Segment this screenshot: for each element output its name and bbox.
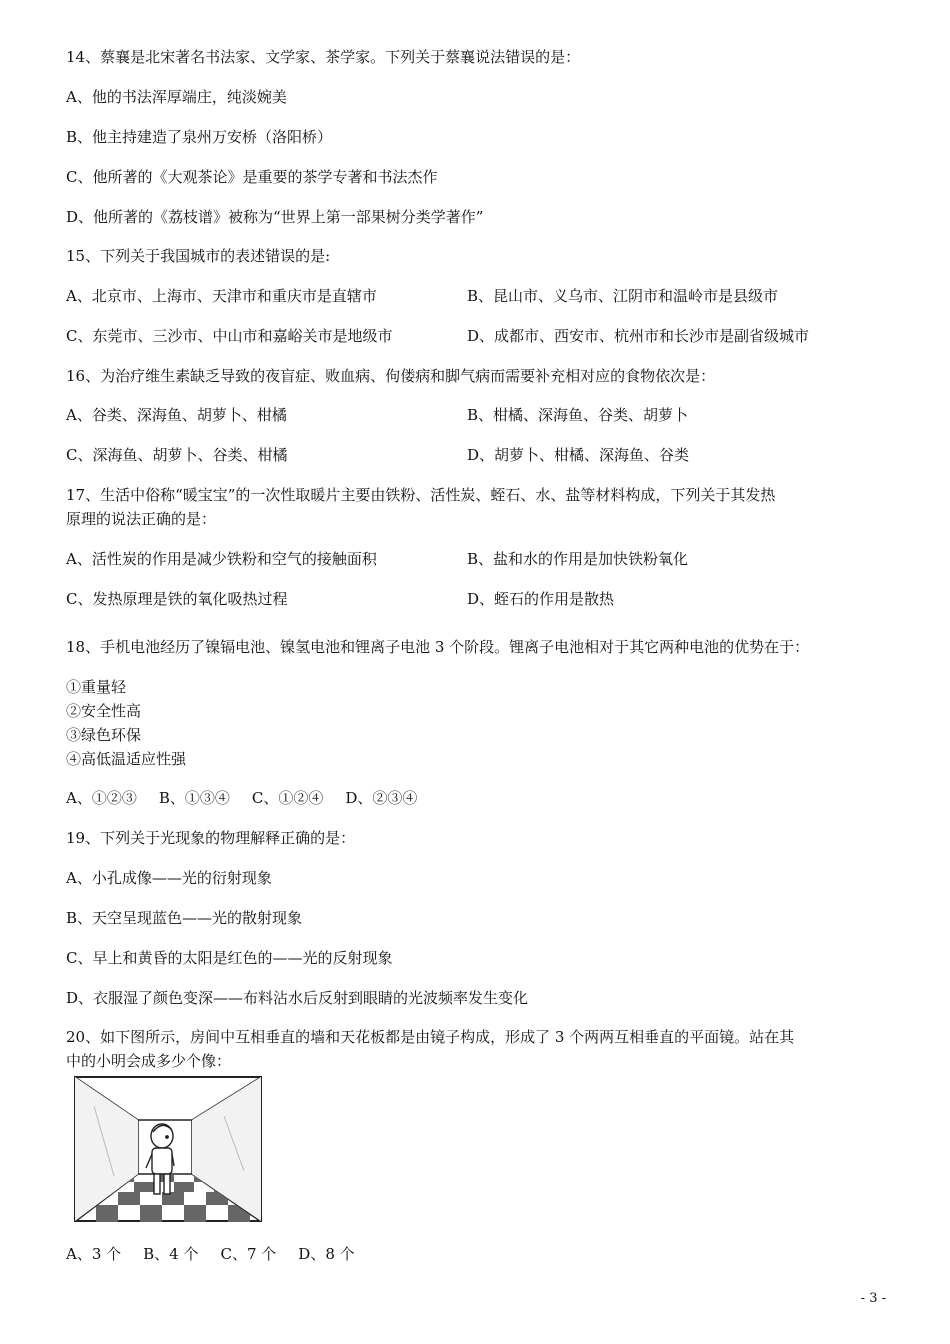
- q16-option-b: B、柑橘、深海鱼、谷类、胡萝卜: [467, 406, 689, 424]
- q16-stem: 16、为治疗维生素缺乏导致的夜盲症、败血病、佝偻病和脚气病而需要补充相对应的食物依次是：: [66, 367, 716, 385]
- q17-option-c: C、发热原理是铁的氧化吸热过程: [66, 590, 288, 608]
- q18-option-c: C、①②④: [251, 789, 324, 807]
- q14-option-b: B、他主持建造了泉州万安桥（洛阳桥）: [66, 128, 333, 146]
- q18-item-1: ①重量轻: [66, 678, 127, 696]
- q20-option-a: A、3 个: [66, 1245, 122, 1263]
- q14-option-d: D、他所著的《荔枝谱》被称为“世界上第一部果树分类学著作”: [66, 208, 484, 226]
- q16-option-a: A、谷类、深海鱼、胡萝卜、柑橘: [66, 406, 287, 424]
- q14-option-c: C、他所著的《大观茶论》是重要的茶学专著和书法杰作: [66, 168, 438, 186]
- q14-option-a: A、他的书法浑厚端庄，纯淡婉美: [66, 88, 287, 106]
- q18-option-d: D、②③④: [345, 789, 418, 807]
- q17-option-b: B、盐和水的作用是加快铁粉氧化: [467, 550, 689, 568]
- q20-option-b: B、4 个: [143, 1245, 199, 1263]
- q15-option-a: A、北京市、上海市、天津市和重庆市是直辖市: [66, 287, 377, 305]
- q18-option-b: B、①③④: [158, 789, 230, 807]
- q18-option-a: A、①②③: [66, 789, 137, 807]
- q16-option-d: D、胡萝卜、柑橘、深海鱼、谷类: [467, 446, 690, 464]
- q15-stem: 15、下列关于我国城市的表述错误的是:: [66, 247, 331, 265]
- q18-options: [66, 788, 417, 808]
- page-number: - 3 -: [860, 1291, 886, 1306]
- q19-option-d: D、衣服湿了颜色变深——布料沾水后反射到眼睛的光波频率发生变化: [66, 989, 529, 1007]
- q18-item-2: ②安全性高: [66, 702, 142, 720]
- mirror-room-illustration: [74, 1076, 262, 1222]
- q20-options: [66, 1244, 355, 1264]
- q16-option-c: C、深海鱼、胡萝卜、谷类、柑橘: [66, 446, 288, 464]
- q20-option-c: C、7 个: [220, 1245, 277, 1263]
- q18-item-4: ④高低温适应性强: [66, 750, 187, 768]
- q17-option-a: A、活性炭的作用是减少铁粉和空气的接触面积: [66, 550, 377, 568]
- q20-option-d: D、8 个: [298, 1245, 355, 1263]
- q19-option-a: A、小孔成像——光的衍射现象: [66, 869, 272, 887]
- q15-option-c: C、东莞市、三沙市、中山市和嘉峪关市是地级市: [66, 327, 393, 345]
- q14-stem: 14、蔡襄是北宋著名书法家、文学家、茶学家。下列关于蔡襄说法错误的是：: [66, 48, 581, 66]
- q20-stem-line2: 中的小明会成多少个像：: [66, 1052, 232, 1070]
- q17-stem-line2: 原理的说法正确的是：: [66, 510, 217, 528]
- q18-item-3: ③绿色环保: [66, 726, 142, 744]
- q19-option-b: B、天空呈现蓝色——光的散射现象: [66, 909, 303, 927]
- q18-stem: 18、手机电池经历了镍镉电池、镍氢电池和锂离子电池 3 个阶段。锂离子电池相对于其它两种电池的优势在于：: [66, 638, 810, 656]
- q19-option-c: C、早上和黄昏的太阳是红色的——光的反射现象: [66, 949, 393, 967]
- q15-option-b: B、昆山市、义乌市、江阴市和温岭市是县级市: [467, 287, 779, 305]
- q19-stem: 19、下列关于光现象的物理解释正确的是：: [66, 829, 356, 847]
- q20-stem-line1: 20、如下图所示，房间中互相垂直的墙和天花板都是由镜子构成，形成了 3 个两两互相垂直的平面镜。站在其: [66, 1028, 795, 1046]
- q17-stem-line1: 17、生活中俗称“暖宝宝”的一次性取暖片主要由铁粉、活性炭、蛭石、水、盐等材料构成，下列关于其发热: [66, 486, 776, 504]
- q17-option-d: D、蛭石的作用是散热: [467, 590, 615, 608]
- q15-option-d: D、成都市、西安市、杭州市和长沙市是副省级城市: [467, 327, 810, 345]
